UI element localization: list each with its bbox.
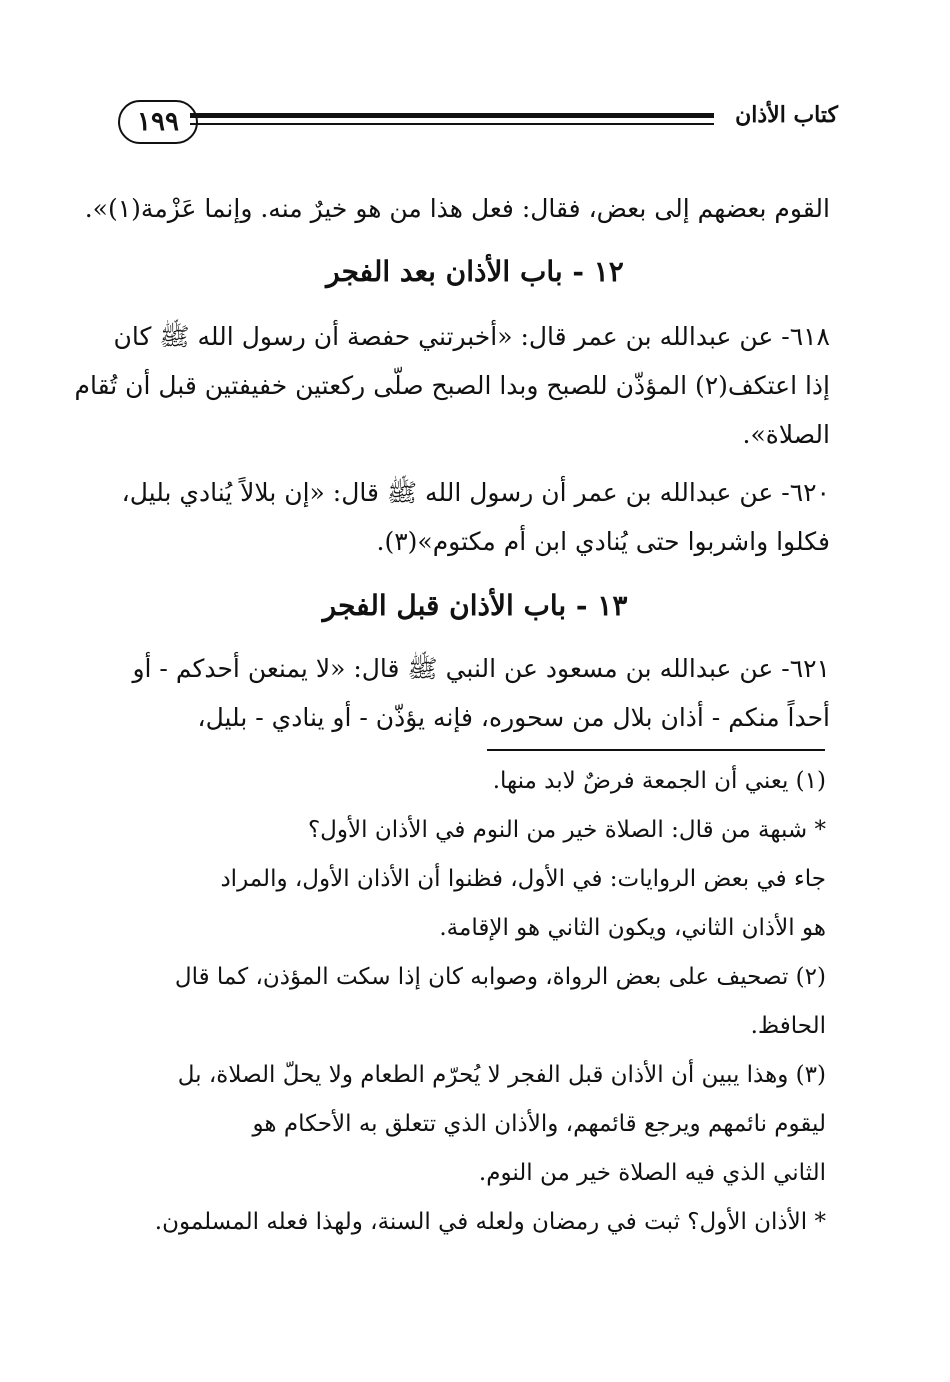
header-rule-thick (190, 113, 714, 118)
hadith-618-line-3: الصلاة». (742, 420, 830, 449)
hadith-620-line-2: فكلوا واشربوا حتى يُنادي ابن أم مكتوم»(٣). (376, 527, 830, 556)
footnote-3-line-2: ليقوم نائمهم ويرجع قائمهم، والأذان الذي تتعلق به الأحكام هو (252, 1111, 826, 1137)
footnote-3-line-1: (٣) وهذا يبين أن الأذان قبل الفجر لا يُحرّم الطعام ولا يحلّ الصلاة، بل (177, 1062, 826, 1088)
section-heading-13: ١٣ - باب الأذان قبل الفجر (322, 589, 628, 622)
note-1-line-2: هو الأذان الثاني، ويكون الثاني هو الإقامة. (439, 915, 826, 941)
note-1-heading: * شبهة من قال: الصلاة خير من النوم في الأذان الأول؟ (307, 817, 826, 843)
hadith-618-line-1: ٦١٨- عن عبدالله بن عمر قال: «أخبرتني حفصة أن رسول الله ﷺ كان (113, 322, 830, 351)
footnote-3-line-3: الثاني الذي فيه الصلاة خير من النوم. (478, 1160, 826, 1186)
book-title: كتاب الأذان (735, 102, 838, 128)
note-1-line-1: جاء في بعض الروايات: في الأول، فظنوا أن الأذان الأول، والمراد (220, 866, 826, 892)
continuation-line: القوم بعضهم إلى بعض، فقال: فعل هذا من هو خيرٌ منه. وإنما عَزْمة(١)». (84, 194, 830, 223)
footnote-separator (487, 749, 825, 751)
footnote-2-line-2: الحافظ. (750, 1013, 826, 1039)
hadith-621-line-1: ٦٢١- عن عبدالله بن مسعود عن النبي ﷺ قال: «لا يمنعن أحدكم - أو (132, 654, 830, 683)
page-number: ١٩٩ (137, 107, 179, 137)
hadith-620-line-1: ٦٢٠- عن عبدالله بن عمر أن رسول الله ﷺ قال: «إن بلالاً يُنادي بليل، (121, 478, 830, 507)
page-number-badge (118, 100, 198, 144)
footnote-1: (١) يعني أن الجمعة فرضٌ لابد منها. (492, 768, 826, 794)
footnote-2-line-1: (٢) تصحيف على بعض الرواة، وصوابه كان إذا سكت المؤذن، كما قال (174, 964, 826, 990)
page-header (112, 96, 838, 152)
header-rule-thin (190, 123, 714, 125)
note-2: * الأذان الأول؟ ثبت في رمضان ولعله في السنة، ولهذا فعله المسلمون. (154, 1209, 826, 1235)
hadith-621-line-2: أحداً منكم - أذان بلال من سحوره، فإنه يؤذّن - أو ينادي - بليل، (197, 703, 830, 732)
section-heading-12: ١٢ - باب الأذان بعد الفجر (326, 255, 624, 288)
hadith-618-line-2: إذا اعتكف(٢) المؤذّن للصبح وبدا الصبح صلّى ركعتين خفيفتين قبل أن تُقام (74, 371, 830, 400)
